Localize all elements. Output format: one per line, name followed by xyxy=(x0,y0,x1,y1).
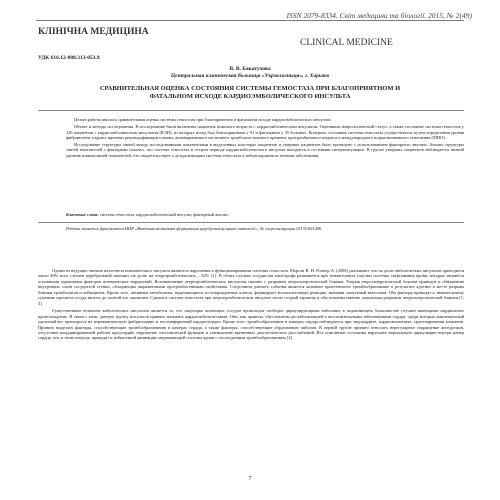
section-title-ukrainian: КЛІНІЧНА МЕДИЦИНА xyxy=(38,27,149,37)
section-title-english: CLINICAL MEDICINE xyxy=(300,38,393,48)
abstract-paragraph: Целью работы явилась сравнительная оценка системы гемостаза при благоприятном и фатальном исходе кардиоэмболического инсульта. xyxy=(74,117,332,122)
article-institution: Центральная клиническая больница «Укрзализныця», г. Харьков xyxy=(170,73,330,79)
grant-note: Работа является фрагментом НИР «Вивчення механізмів формування цереброваскулярної патології», № госрегистрации 0113U001286. xyxy=(66,226,323,231)
body-paragraph: Существенным отличием эмболических инсультов является то, что закупорка питающих сосудов происходит свободно циркулирующими эмболами, в подавляющем большинстве случаев имеющими кардиальное происхождение. В связи с этим, данную группу инсультов принято называть кардиоэмболическими. Они, как правило, обусловлены дестабилизацией и воспалительными заболеваниями сердца, среди которых максимальный удельный вес приходится на неревматическую фибрилляцию и постинфарктный кардиосклероз. Кроме того, тромбообразование в камерах сердца наблюдается при эндокардите, кардиомиопатиях, протезировании клапанов. Принято выделять факторы, способствующие тромбообразованию в камерах сердца, а также факторы, способствующие образованию эмболов. К первой группе принято относить нерегулярное сокращение желудочков, отсутствие координированной работы предсердий, нарушение систолической функции и уменьшение временных диастолических расслаблений. Все описанные состояния нарушают нормальную циркуляцию внутри камер сердца, что, в свою очередь, приводит к избыточной активации свертывающей системы крови с последующим тромбообразованием [2]. xyxy=(38,308,464,341)
article-body xyxy=(38,268,464,343)
header-divider xyxy=(36,20,464,21)
page-number: 7 xyxy=(248,476,252,482)
abstract-bottom-divider xyxy=(38,222,464,223)
keywords-text: система гемостаза, кардиоэмболический инсульт, факторный анализ. xyxy=(99,212,229,217)
keywords-label: Ключевые слова: xyxy=(66,212,99,217)
body-paragraph: Одним из ведущих звеньев патогенеза ишемического инсульта являются нарушения в функционировании системы гемостаза. Морган В. И. Роппер А. (2006) указывают, что на долю эмболических инсультов приходится около 40% всех случаев церебральной ишемии, на долю же атеротромботических – 32% [1]. В обоих случаях сосудистая катастрофа развивается при значительном участии системы свертывания крови, которые являются основными причинами факторов ишемических нарушений. Возникновение атеротромботических инсультов связано с разрывом атеросклеротической бляшки. Разрыв атеросклеротической бляшки приводит к обнажению внутренних слоев сосудистой стенки, обладающих выраженными протромбогенными свойствами. Следствием данного события является активное пристеночное тромбообразование в результате адгезии в месте разрыва бляшки тромбоцитов и лейкоцитов. Кроме того, активные метаболиты, выделяющиеся из поврежденных клеток, формируют воспалительную реакцию, вызывая локальный вазоспазм. Оба фактора приводят к значительному сужению просвета сосуда вплоть до полной его окклюзии. Сдвиги в системе гемостаза при атеротромботическом инсульте носят острый характер и обусловлены именно локальным разрывом атеросклеротической бляшки [1, 3]. xyxy=(38,268,464,306)
abstract-paragraph: Исследование структуры связей между исследованными показателями в выделенных кластерах пациентов и умерших пациентов было проведено с использованием факторного анализа. Анализ структуры связей показателей с факторами показал, что система гемостаза в остром периоде кардиоэмболического инсульта находится в состоянии гиперкоагуляции. В группе умерших пациентов наблюдается низкий уровень взаимосвязей показателей, что свидетельствует о дезорганизации системы гемостаза и неблагоприятном течении заболевания. xyxy=(66,142,464,158)
abstract xyxy=(66,117,464,160)
abstract-paragraph: Объект и методы исследования. В исследование были включены пациенты пожилого возраста с кардиоэмболическим инсультом. Оценивали неврологический статус, а также состояние системы гемостаза у 126 пациентов с кардиоэмболическим инсультом (КЭИ), из которых исход был благоприятным у 91 и фатальным у 35 больных. Контроль состояния системы гемостаза осуществлялся путем определения уровня фибриногена в крови, времени рекальцификации плазмы, активированного частичного тромбопластинового времени, протромбинового индекса и международного нормализованного отношения (МНО). xyxy=(66,124,464,140)
issn-header-line: ISSN 2079-8334. Світ медицини та біології. 2015, № 2(49) xyxy=(286,11,472,20)
udk-code: УДК 616.12-008.313-053.9 xyxy=(38,55,100,61)
abstract-top-divider xyxy=(38,110,464,111)
article-authors: В. В. Бакатухова xyxy=(229,66,271,72)
keywords-line xyxy=(66,212,464,217)
article-title: СРАВНИТЕЛЬНАЯ ОЦЕНКА СОСТОЯНИЯ СИСТЕМЫ ГЕМОСТАЗА ПРИ БЛАГОПРИЯТНОМ И ФАТАЛЬНОМ ИСХОДЕ КАРДИОЭМБОЛИЧЕСКОГО ИНСУЛЬТА xyxy=(99,85,401,100)
